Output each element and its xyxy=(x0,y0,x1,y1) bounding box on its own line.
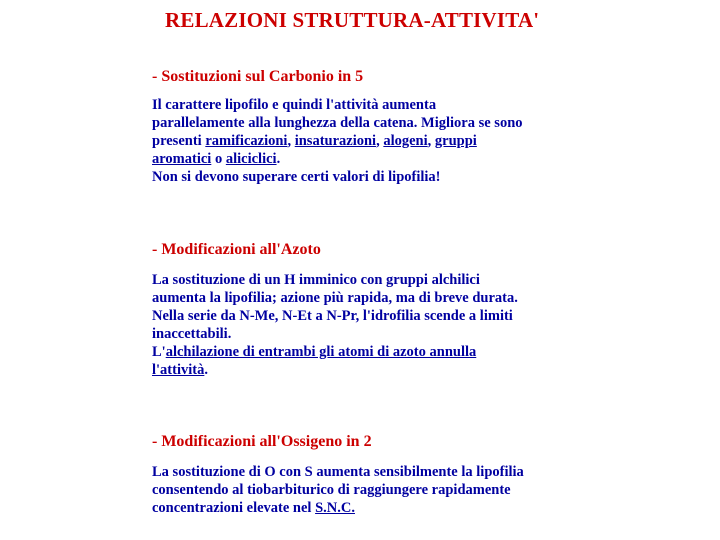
body-line: Non si devono superare certi valori di lipofilia! xyxy=(152,169,441,185)
body-line: aumenta la lipofilia; azione più rapida, ma di breve durata. xyxy=(152,290,518,306)
page-title: RELAZIONI STRUTTURA-ATTIVITA' xyxy=(165,8,540,32)
link-alchilazione[interactable]: alchilazione di entrambi gli atomi di azoto annulla xyxy=(165,344,477,360)
body-line xyxy=(152,499,572,517)
link-attivita[interactable]: l'attività xyxy=(152,362,205,378)
body-text: , xyxy=(427,133,435,149)
body-line: La sostituzione di un H imminico con gruppi alchilici xyxy=(152,272,480,288)
section-body-ossigeno xyxy=(152,463,572,517)
body-line: inaccettabili. xyxy=(152,326,232,342)
body-text: . xyxy=(204,362,208,378)
body-text: concentrazioni elevate nel xyxy=(152,500,316,516)
link-snc[interactable]: S.N.C. xyxy=(315,500,355,516)
body-text: , xyxy=(376,133,384,149)
link-gruppi[interactable]: gruppi xyxy=(434,133,477,149)
section-body-azoto xyxy=(152,271,572,379)
link-aromatici[interactable]: aromatici xyxy=(152,151,212,167)
body-line: consentendo al tiobarbiturico di raggiungere rapidamente xyxy=(152,482,511,498)
body-line: parallelamente alla lunghezza della catena. Migliora se sono xyxy=(152,115,523,131)
body-line: Il carattere lipofilo e quindi l'attività aumenta xyxy=(152,97,437,113)
link-insaturazioni[interactable]: insaturazioni xyxy=(294,133,377,149)
body-text: L' xyxy=(152,344,166,360)
body-line xyxy=(152,343,572,361)
body-line xyxy=(152,132,572,150)
body-line: La sostituzione di O con S aumenta sensibilmente la lipofilia xyxy=(152,464,524,480)
link-ramificazioni[interactable]: ramificazioni xyxy=(205,133,288,149)
section-heading-ossigeno: - Modificazioni all'Ossigeno in 2 xyxy=(152,433,372,450)
link-alogeni[interactable]: alogeni xyxy=(383,133,428,149)
body-text: . xyxy=(276,151,281,167)
link-aliciclici[interactable]: aliciclici xyxy=(225,151,277,167)
body-text: presenti xyxy=(152,133,206,149)
body-text: o xyxy=(211,151,226,167)
section-body-carbonio xyxy=(152,96,572,186)
section-heading-azoto: - Modificazioni all'Azoto xyxy=(152,241,321,258)
section-heading-carbonio: - Sostituzioni sul Carbonio in 5 xyxy=(152,68,364,85)
body-text: , xyxy=(287,133,295,149)
body-line: Nella serie da N-Me, N-Et a N-Pr, l'idrofilia scende a limiti xyxy=(152,308,513,324)
body-line xyxy=(152,150,572,168)
body-line xyxy=(152,361,572,379)
